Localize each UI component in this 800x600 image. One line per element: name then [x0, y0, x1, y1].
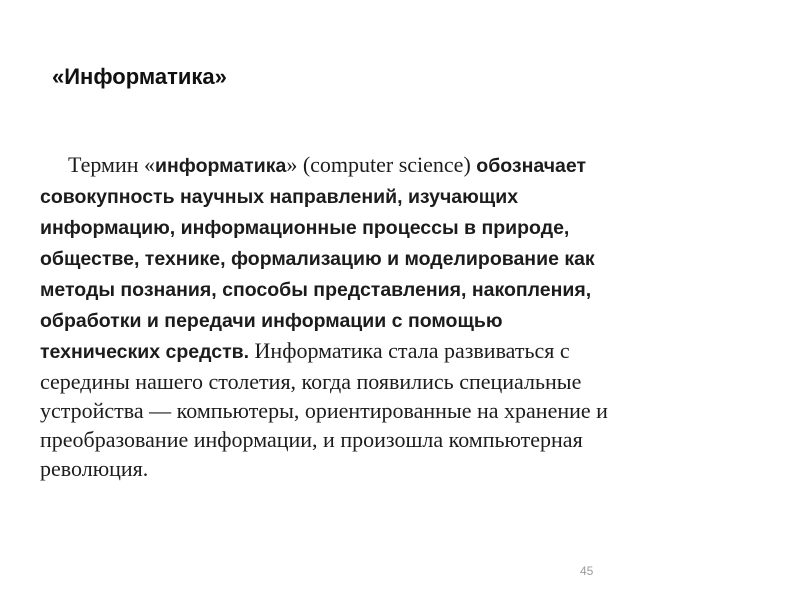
text-run: середины нашего столетия, когда появились специальные [40, 369, 582, 394]
definition-paragraph [40, 150, 760, 483]
paragraph-line [40, 425, 760, 454]
paragraph-line [40, 274, 760, 305]
paragraph-line [40, 454, 760, 483]
text-run-bold: обществе, технике, формализацию и моделирование как [40, 248, 595, 270]
text-run: революция. [40, 456, 149, 481]
paragraph-line [40, 212, 760, 243]
text-run-bold: технических средств. [40, 341, 250, 363]
text-run: » (computer science) [286, 152, 477, 177]
text-run: устройства — компьютеры, ориентированные на хранение и [40, 398, 608, 423]
paragraph-line [40, 396, 760, 425]
paragraph-line [40, 181, 760, 212]
page-number: 45 [580, 564, 594, 578]
slide-title: «Информатика» [52, 64, 227, 89]
text-run-bold: обозначает [476, 155, 587, 177]
text-run-bold: методы познания, способы представления, накопления, [40, 279, 592, 301]
text-run: преобразование информации, и произошла компьютерная [40, 427, 583, 452]
paragraph-line [40, 367, 760, 396]
paragraph-line [40, 150, 760, 181]
text-run-bold: совокупность научных направлений, изучающих [40, 186, 519, 208]
text-run: Термин « [68, 152, 156, 177]
text-run-bold: информацию, информационные процессы в природе, [40, 217, 570, 239]
paragraph-line [40, 305, 760, 336]
text-run-bold: обработки и передачи информации с помощью [40, 310, 503, 332]
paragraph-line [40, 243, 760, 274]
text-run: Информатика стала развиваться с [249, 338, 570, 363]
text-run-bold: информатика [155, 155, 287, 177]
paragraph-line [40, 336, 760, 367]
